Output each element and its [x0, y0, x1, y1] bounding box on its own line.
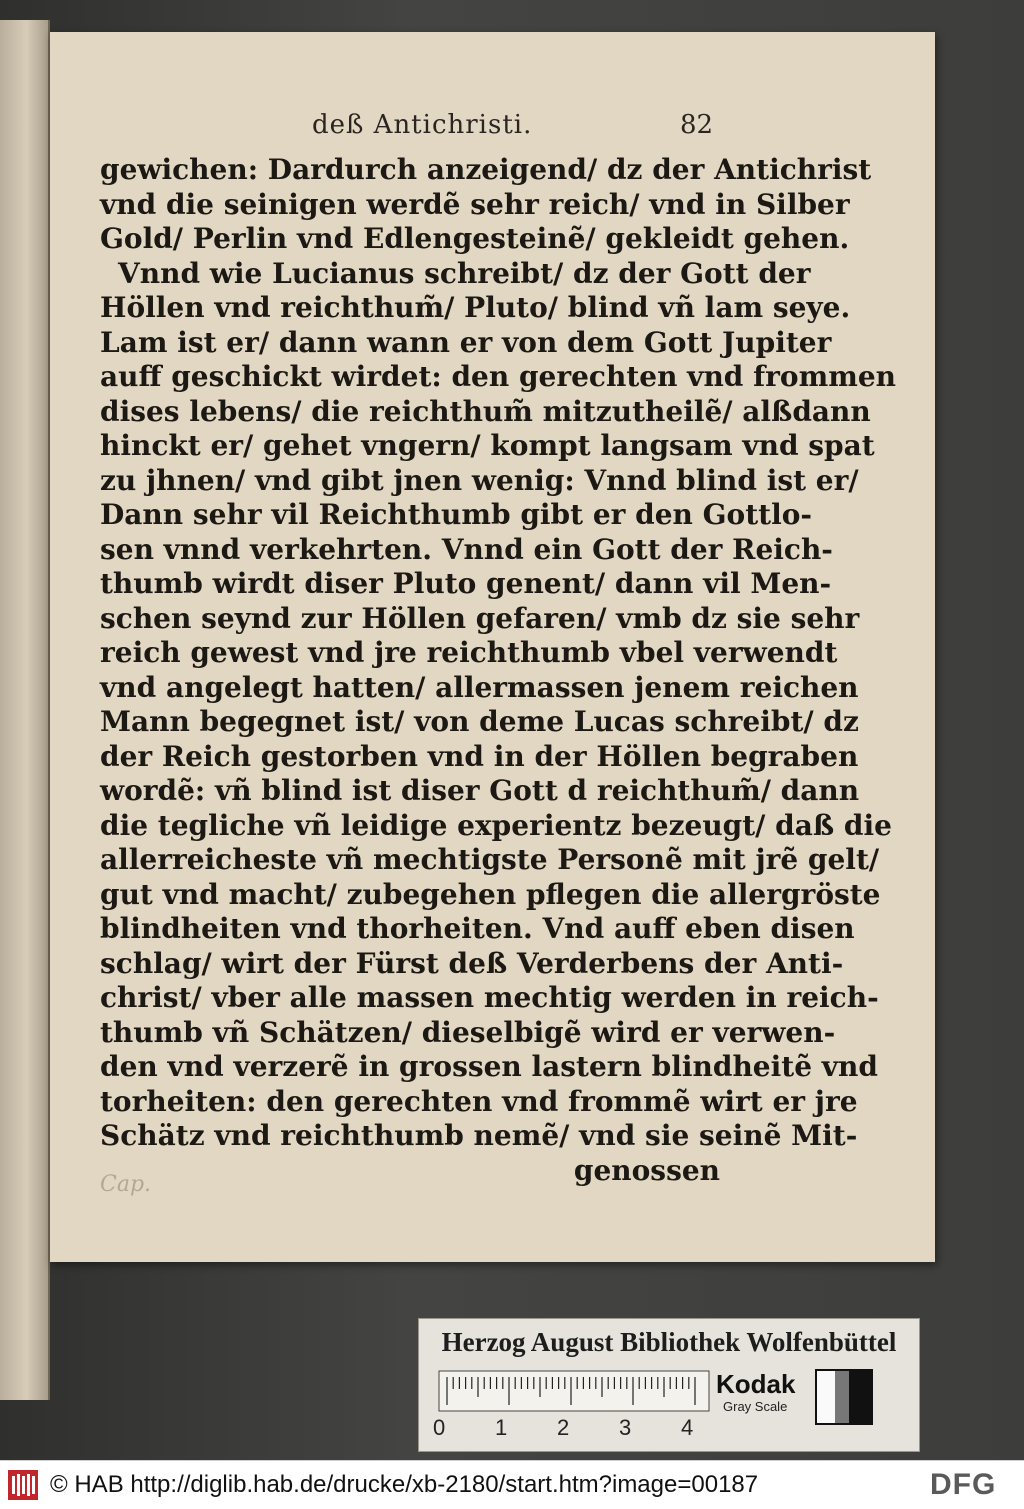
text-line: allerreicheste vñ mechtigste Personẽ mit jrẽ gelt/	[100, 843, 880, 876]
dfg-logo: DFG	[930, 1468, 997, 1501]
grayscale-label: Gray Scale	[723, 1399, 788, 1414]
ruler-label: 0	[433, 1415, 446, 1440]
text-line: hinckt er/ gehet vngern/ kompt langsam vnd spat	[100, 429, 875, 462]
scale-ruler	[439, 1371, 709, 1411]
text-line: die tegliche vñ leidige experientz bezeugt/ daß die	[100, 808, 892, 842]
text-line: Lam ist er/ dann wann er von dem Gott Jupiter	[100, 325, 832, 359]
text-line: zu jhnen/ vnd gibt jnen wenig: Vnnd blind ist er/	[100, 463, 859, 497]
ruler-labels	[433, 1415, 713, 1445]
left-page-edge	[0, 20, 50, 1400]
text-line: gewichen: Dardurch anzeigend/ dz der Antichrist	[100, 153, 872, 186]
faint-margin-note: Cap.	[100, 1172, 152, 1197]
footer-bar	[0, 1460, 1024, 1509]
text-line: Höllen vnd reichthum̃/ Pluto/ blind vñ lam seye.	[100, 291, 851, 324]
gray-scale-patches	[815, 1369, 873, 1425]
card-title: Herzog August Bibliothek Wolfenbüttel	[441, 1327, 897, 1357]
gray-patch-mid	[835, 1371, 849, 1423]
text-line: reich gewest vnd jre reichthumb vbel verwendt	[100, 636, 838, 669]
text-line: gut vnd macht/ zubegehen pflegen die allergröste	[100, 877, 881, 911]
text-line: schlag/ wirt der Fürst deß Verderbens der Anti-	[100, 946, 844, 980]
ruler-label: 2	[557, 1415, 570, 1440]
color-target-card	[418, 1318, 920, 1452]
text-block	[100, 153, 897, 1188]
text-line: Dann sehr vil Reichthumb gibt er den Gottlo-	[100, 498, 813, 531]
ruler-label: 3	[619, 1415, 632, 1440]
text-line: christ/ vber alle massen mechtig werden in reich-	[100, 981, 879, 1014]
ruler-label: 4	[681, 1415, 694, 1440]
text-line: dises lebens/ die reichthum̃ mitzutheilẽ/ alßdann	[100, 394, 871, 428]
text-line: genossen	[573, 1153, 720, 1187]
text-line: Gold/ Perlin vnd Edlengesteinẽ/ gekleidt gehen.	[100, 222, 850, 255]
text-line: auff geschickt wirdet: den gerechten vnd frommen	[100, 360, 897, 393]
ruler-label: 1	[495, 1415, 508, 1440]
running-head: deß Antichristi.	[312, 110, 533, 140]
text-line: der Reich gestorben vnd in der Höllen begraben	[100, 739, 859, 773]
text-line: Schätz vnd reichthumb nemẽ/ vnd sie seinẽ Mit-	[100, 1119, 858, 1152]
gray-patch-white	[817, 1371, 835, 1423]
text-line: blindheiten vnd thorheiten. Vnd auff eben disen	[100, 912, 855, 945]
hab-logo-icon	[8, 1470, 38, 1500]
text-line: den vnd verzerẽ in grossen lastern blindheitẽ vnd	[100, 1050, 878, 1083]
text-line: torheiten: den gerechten vnd frommẽ wirt er jre	[100, 1084, 858, 1118]
text-line: thumb wirdt diser Pluto genent/ dann vil Men-	[100, 567, 832, 600]
gray-patch-black	[849, 1371, 871, 1423]
text-line: Vnnd wie Lucianus schreibt/ dz der Gott der	[118, 256, 811, 290]
text-line: thumb vñ Schätzen/ dieselbigẽ wird er verwen-	[100, 1015, 836, 1049]
kodak-label: Kodak	[716, 1369, 796, 1399]
page-number: 82	[680, 110, 714, 140]
text-line: vnd die seinigen werdẽ sehr reich/ vnd in Silber	[100, 187, 850, 221]
text-line: sen vnnd verkehrten. Vnnd ein Gott der Reich-	[100, 532, 833, 566]
text-line: wordẽ: vñ blind ist diser Gott d reichthum̃/ dann	[100, 774, 860, 807]
text-line: vnd angelegt hatten/ allermassen jenem reichen	[100, 670, 859, 704]
footer-credit-link[interactable]: © HAB http://diglib.hab.de/drucke/xb-2180/start.htm?image=00187	[50, 1471, 759, 1498]
text-line: schen seynd zur Höllen gefaren/ vmb dz sie sehr	[100, 601, 860, 635]
text-line: Mann begegnet ist/ von deme Lucas schreibt/ dz	[100, 705, 859, 738]
